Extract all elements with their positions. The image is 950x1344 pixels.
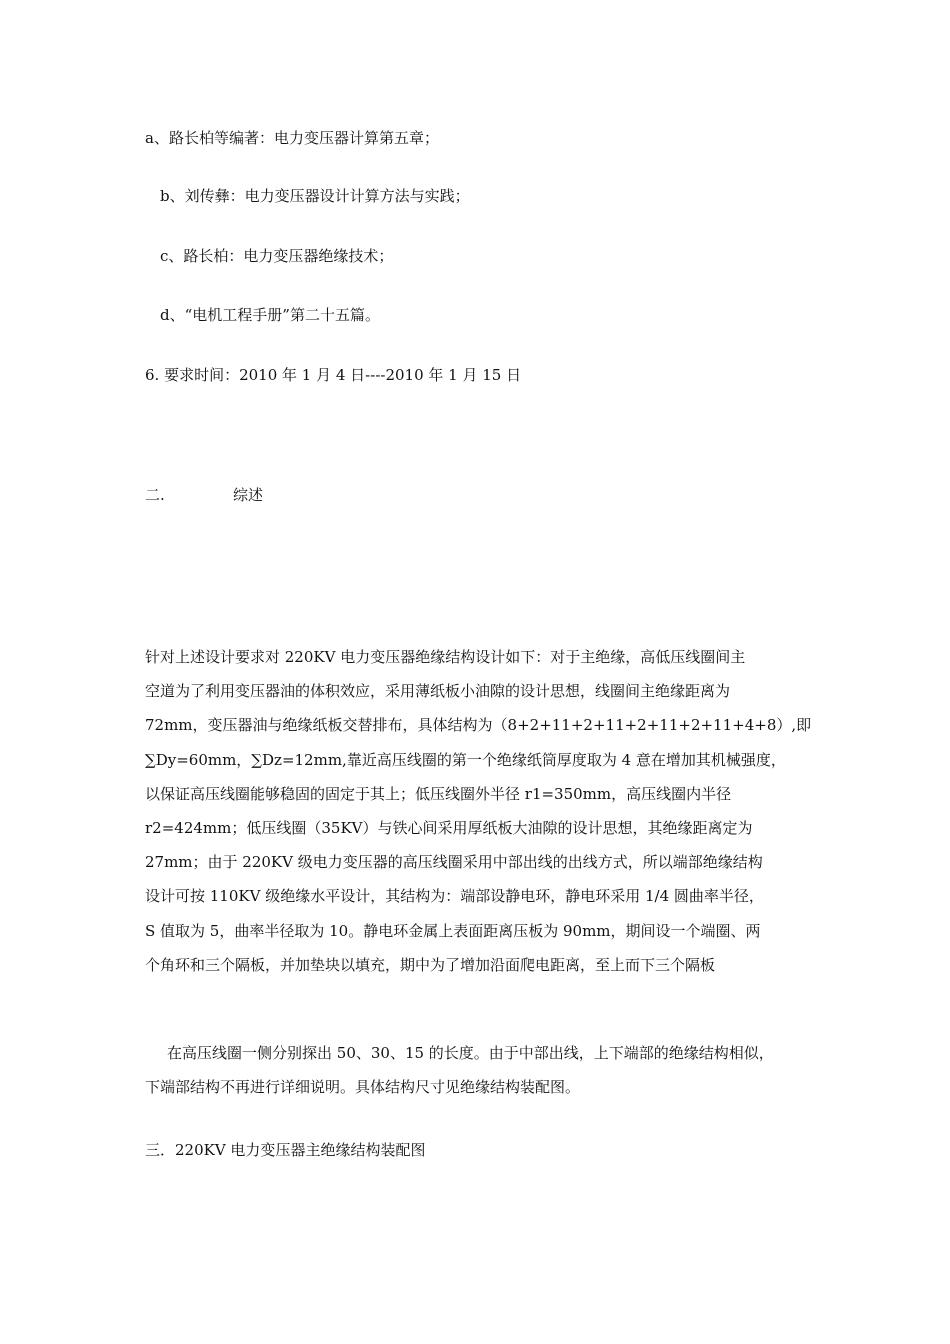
paragraph-line: 个角环和三个隔板，并加垫块以填充，期中为了增加沿面爬电距离，至上而下三个隔板	[145, 955, 716, 974]
paragraph-line: 72mm，变压器油与绝缘纸板交替排布，具体结构为（8+2+11+2+11+2+11+2+11+4+8）,即	[145, 716, 812, 735]
continuation-paragraph	[145, 1036, 813, 1104]
paragraph-line: 空道为了利用变压器油的体积效应，采用薄纸板小油隙的设计思想，线圈间主绝缘距离为	[145, 682, 731, 701]
paragraph-line: 27mm；由于 220KV 级电力变压器的高压线圈采用中部出线的出线方式，所以端部绝缘结构	[145, 853, 763, 872]
paragraph-line: 以保证高压线圈能够稳固的固定于其上；低压线圈外半径 r1=350mm，高压线圈内半径	[145, 784, 732, 803]
paragraph-line: 设计可按 110KV 级绝缘水平设计，其结构为：端部设静电环，静电环采用 1/4 圆曲率半径，	[145, 887, 764, 906]
summary-paragraph	[145, 640, 813, 982]
paragraph-line: S 值取为 5，曲率半径取为 10。静电环金属上表面距离压板为 90mm，期间设一个端圈、两	[145, 921, 761, 940]
paragraph-line: ∑Dy=60mm，∑Dz=12mm,靠近高压线圈的第一个绝缘纸筒厚度取为 4 意在增加其机械强度，	[145, 750, 786, 769]
reference-item-d: d、“电机工程手册”第二十五篇。	[160, 306, 380, 324]
section-2-title: 综述	[233, 486, 264, 504]
reference-item-c: c、路长柏：电力变压器绝缘技术；	[160, 247, 394, 265]
section-3-heading: 三．220KV 电力变压器主绝缘结构装配图	[145, 1141, 426, 1159]
requirement-time: 6. 要求时间：2010 年 1 月 4 日----2010 年 1 月 15 日	[145, 366, 522, 384]
section-2-heading	[145, 485, 263, 505]
reference-item-b: b、刘传彝：电力变压器设计计算方法与实践；	[160, 187, 470, 205]
paragraph-line: 下端部结构不再进行详细说明。具体结构尺寸见绝缘结构装配图。	[145, 1078, 581, 1097]
paragraph-line: 在高压线圈一侧分别探出 50、30、15 的长度。由于中部出线，上下端部的绝缘结构相似，	[167, 1044, 774, 1062]
paragraph-line: 针对上述设计要求对 220KV 电力变压器绝缘结构设计如下：对于主绝缘，高低压线圈间主	[145, 648, 746, 666]
section-2-number: 二.	[145, 486, 165, 504]
reference-item-a: a、路长柏等编著：电力变压器计算第五章；	[145, 129, 439, 147]
paragraph-line: r2=424mm；低压线圈（35KV）与铁心间采用厚纸板大油隙的设计思想，其绝缘距离定为	[145, 818, 753, 837]
